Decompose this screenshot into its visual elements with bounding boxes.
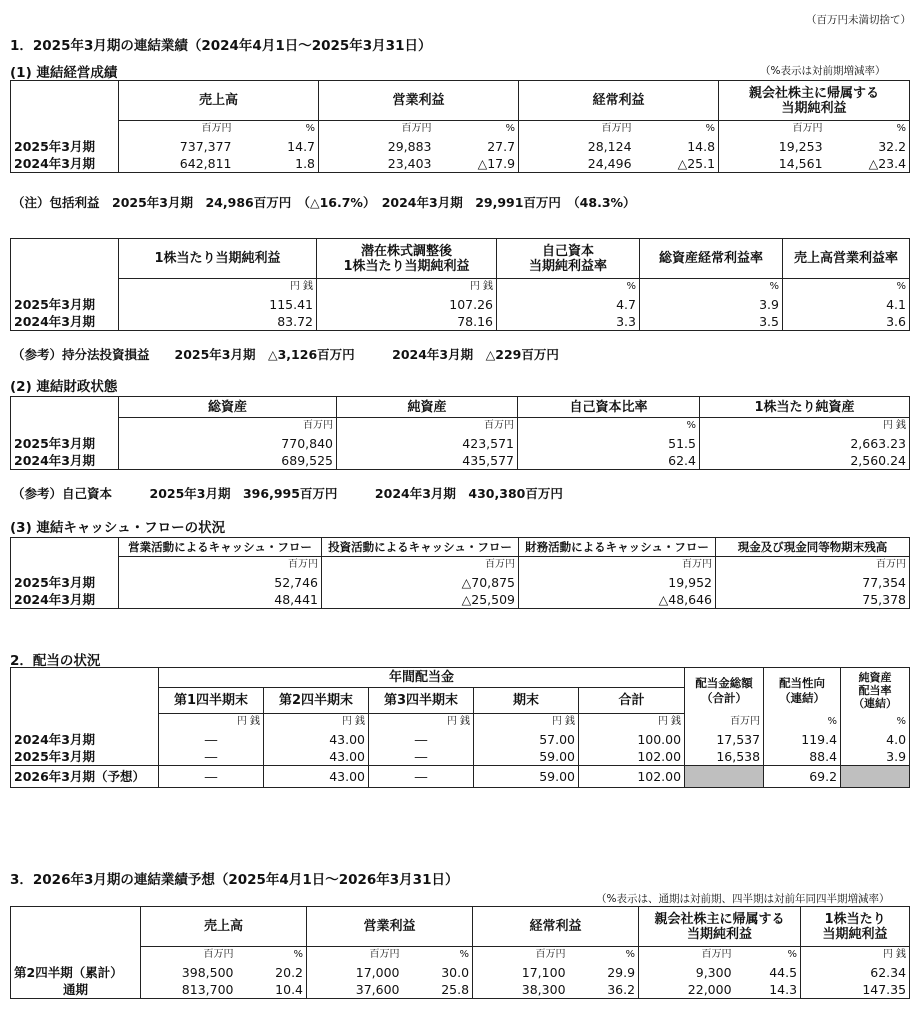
header-diluted-eps: 潜在株式調整後 1株当たり当期純利益: [317, 239, 497, 279]
comprehensive-income-note: （注）包括利益 2025年3月期 24,986百万円 （△16.7%） 2024年3月期 29,991百万円 （48.3%）: [12, 195, 636, 210]
header-q2: 第2四半期末: [264, 688, 369, 714]
table-row: 2025年3月期 770,840 423,571 51.5 2,663.23: [11, 435, 910, 452]
header-q1: 第1四半期末: [159, 688, 264, 714]
section1-sub1-note: （%表示は対前期増減率）: [760, 65, 886, 77]
table-row: 2025年3月期 115.41 107.26 4.7 3.9 4.1: [11, 296, 910, 313]
corner-cell: [11, 81, 119, 121]
forecast-header-eps: 1株当たり 当期純利益: [801, 907, 910, 947]
table-row: 通期 813,700 10.4 37,600 25.8 38,300 36.2 22,000 14.3 147.35: [11, 981, 910, 999]
header-total-assets: 総資産: [119, 397, 337, 418]
header-payout-ratio: 配当性向 （連結）: [764, 668, 841, 714]
header-sales: 売上高: [119, 81, 319, 121]
table-row: 2025年3月期 52,746 △70,875 19,952 77,354: [11, 574, 910, 591]
header-operating-margin: 売上高営業利益率: [783, 239, 910, 279]
section1-sub3: (3) 連結キャッシュ・フローの状況: [10, 520, 226, 536]
table-row: 2025年3月期 737,377 14.7 29,883 27.7 28,124 14.8 19,253 32.2: [11, 138, 910, 155]
table-row: 2024年3月期 689,525 435,577 62.4 2,560.24: [11, 452, 910, 470]
header-roe: 自己資本 当期純利益率: [497, 239, 640, 279]
header-total: 合計: [579, 688, 685, 714]
section1-sub2: (2) 連結財政状態: [10, 379, 118, 395]
table-row: 第2四半期（累計） 398,500 20.2 17,000 30.0 17,100 29.9 9,300 44.5 62.34: [11, 964, 910, 981]
header-doe: 純資産 配当率 （連結）: [841, 668, 910, 714]
table-row: 2024年3月期 48,441 △25,509 △48,646 75,378: [11, 591, 910, 609]
header-roa: 総資産経常利益率: [640, 239, 783, 279]
header-cash-balance: 現金及び現金同等物期末残高: [716, 538, 910, 557]
shaded-cell: [841, 765, 910, 787]
unit-note: （百万円未満切捨て）: [806, 14, 911, 26]
header-financing-cf: 財務活動によるキャッシュ・フロー: [519, 538, 716, 557]
section3-note: （%表示は、通期は対前期、四半期は対前年同四半期増減率）: [596, 893, 890, 905]
equity-note: （参考）自己資本 2025年3月期 396,995百万円 2024年3月期 430,380百万円: [12, 486, 563, 501]
header-q3: 第3四半期末: [369, 688, 474, 714]
section1-sub1: (1) 連結経営成績: [10, 65, 118, 81]
header-annual-dividend: 年間配当金: [159, 668, 685, 688]
table-row: 2024年3月期 ― 43.00 ― 57.00 100.00 17,537 119.4 4.0: [11, 731, 910, 748]
cash-flow-table: 営業活動によるキャッシュ・フロー 投資活動によるキャッシュ・フロー 財務活動によるキャッシュ・フロー 現金及び現金同等物期末残高 百万円 百万円 百万円 百万円 2025年3月期 52,746 △70,875 19,952 77,354 2024年3月期 48,441 △25,509 △48,646 75,378: [10, 537, 910, 609]
section1-title: 1．2025年3月期の連結業績（2024年4月1日～2025年3月31日）: [10, 38, 432, 54]
operating-results-table: 売上高 営業利益 経常利益 親会社株主に帰属する 当期純利益 百万円 % 百万円 % 百万円 % 百万円 % 2025年3月期 737,377 14.7 29,883 27.7 28,124 14.8 19,253 32.2 2024年3月期 642,811 1.8 23,403 △17.9 24,496 △25.1 14,561 △23.4: [10, 80, 910, 173]
equity-method-note: （参考）持分法投資損益 2025年3月期 △3,126百万円 2024年3月期 △229百万円: [12, 347, 559, 362]
header-operating-profit: 営業利益: [319, 81, 519, 121]
section3-title: 3．2026年3月期の連結業績予想（2025年4月1日～2026年3月31日）: [10, 872, 459, 888]
table-row: 2024年3月期 83.72 78.16 3.3 3.5 3.6: [11, 313, 910, 331]
section2-title: 2．配当の状況: [10, 653, 101, 669]
per-share-table: 1株当たり当期純利益 潜在株式調整後 1株当たり当期純利益 自己資本 当期純利益率 総資産経常利益率 売上高営業利益率 円 銭 円 銭 % % % 2025年3月期 115.41 107.26 4.7 3.9 4.1 2024年3月期 83.72 78.16 3.3 3.5 3.6: [10, 238, 910, 331]
header-equity-ratio: 自己資本比率: [518, 397, 700, 418]
dividend-table: 年間配当金 配当金総額 （合計） 配当性向 （連結） 純資産 配当率 （連結） 第1四半期末 第2四半期末 第3四半期末 期末 合計 円 銭 円 銭 円 銭 円 銭 円 銭 百万円 % % 2024年3月期 ― 43.00 ― 57.00 100.00 17,537 119.4 4.0 2025年3月期 ― 43.00 ― 59.00 102.00 16,538 88.4 3.9 2026年3月期（予想） ― 43.00 ― 59.00 102.00 69.2: [10, 667, 910, 788]
header-bps: 1株当たり純資産: [700, 397, 910, 418]
header-net-assets: 純資産: [337, 397, 518, 418]
forecast-header-net-income: 親会社株主に帰属する 当期純利益: [639, 907, 801, 947]
forecast-table: 売上高 営業利益 経常利益 親会社株主に帰属する 当期純利益 1株当たり 当期純利益 百万円 % 百万円 % 百万円 % 百万円 % 円 銭 第2四半期（累計） 398,500 20.2 17,000 30.0 17,100 29.9 9,300 44.5 62.34 通期 813,700 10.4 37,600 25.8 38,300 36.2 22,000 14.3 147.35: [10, 906, 910, 999]
shaded-cell: [685, 765, 764, 787]
header-ordinary-profit: 経常利益: [519, 81, 719, 121]
table-row: 2025年3月期 ― 43.00 ― 59.00 102.00 16,538 88.4 3.9: [11, 748, 910, 766]
forecast-header-ordinary-profit: 経常利益: [473, 907, 639, 947]
forecast-header-sales: 売上高: [141, 907, 307, 947]
header-net-income: 親会社株主に帰属する 当期純利益: [719, 81, 910, 121]
header-total-dividend: 配当金総額 （合計）: [685, 668, 764, 714]
table-row: 2024年3月期 642,811 1.8 23,403 △17.9 24,496 △25.1 14,561 △23.4: [11, 155, 910, 173]
financial-position-table: 総資産 純資産 自己資本比率 1株当たり純資産 百万円 百万円 % 円 銭 2025年3月期 770,840 423,571 51.5 2,663.23 2024年3月期 689,525 435,577 62.4 2,560.24: [10, 396, 910, 470]
header-operating-cf: 営業活動によるキャッシュ・フロー: [119, 538, 322, 557]
forecast-header-operating-profit: 営業利益: [307, 907, 473, 947]
header-investing-cf: 投資活動によるキャッシュ・フロー: [322, 538, 519, 557]
header-year-end: 期末: [474, 688, 579, 714]
header-eps: 1株当たり当期純利益: [119, 239, 317, 279]
table-row: 2026年3月期（予想） ― 43.00 ― 59.00 102.00 69.2: [11, 765, 910, 787]
